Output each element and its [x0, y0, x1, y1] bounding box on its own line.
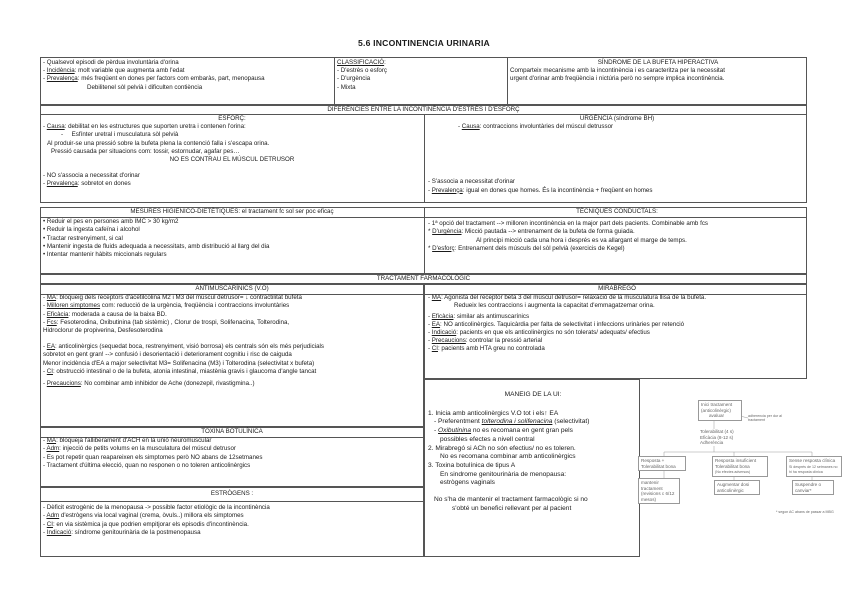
maneig-l2: 2. Mirabregó si ACh no són efectius/ no es toleren. [428, 444, 576, 452]
esforc-b1: Esfínter uretral i musculatura sòl pelvià [71, 131, 179, 139]
maneig-l3a: En sindrome genitourinària de menopausa: [440, 470, 567, 478]
esforc-note: NO ES CONTRAU EL MÚSCUL DETRUSOR [169, 155, 295, 163]
toxina-text: - Tractament d'última elecció, quan no responen o no toleren anticolinèrgics [43, 461, 251, 469]
maneig-l1: 1. Inicia amb anticolinèrgics V.O tot i els↑ EA [428, 409, 559, 417]
mesures-section [43, 208, 421, 259]
diagram-footnote: * segon AC abans de passar a MBG [776, 510, 834, 514]
mesures-item: • Mantenir ingesta de fluids adequada a necessitats, amb distribució al llarg del dia [43, 242, 270, 250]
estrogens-section: ESTRÒGENS : - Dèficit estrogènic de la menopausa -> possible factor etiològic de la incontinència - Adm d'estrògens via local vaginal (crema, òvuls..) millora els simptomes - CI: en via sistèmica ja que podrien empitjorar els episodis d'incontinència. - Indicació: síndrome genitourinària de la postmenopausa [43, 490, 421, 537]
urgencia-section: URGÈNCIA (síndrome BH) - Causa: contraccions involuntàries del múscul detrussor - S'associa a necessitat d'orinar - Prevalença: igual en dones que homes. És la incontinència + freqüent en homes [428, 115, 806, 195]
bufeta-title: SÍNDROME DE LA BUFETA HIPERACTIVA [597, 59, 719, 66]
mira-text: : NO anticolinèrgics. Taquicàrdia per falta de selectivitat i infeccions urinàries per retenció [440, 320, 685, 328]
mira-label: Precaucions [431, 337, 466, 345]
antimusc-fcs-cont: Hidroclorur de propiverina, Desfesoterodina [43, 326, 163, 334]
antimusc-title: ANTIMUSCARÍNICS (V.O) [195, 285, 269, 292]
maneig-l3: 3. Toxina botulínica de tipus A [428, 461, 516, 469]
antimusc-text: : Fesoterodina, Oxibutinina (tab sistèmic) , Clorur de trospi, Solifenacina, Tolterodina, [56, 318, 290, 326]
ci-text: : obstrucció intestinal o de la bufeta, atonia intestinal, miastènia gravis i glaucoma d'angle tancat [52, 367, 317, 375]
maneig-title: MANEIG DE LA UI: [504, 391, 562, 398]
antimusc-label: Fcs [46, 318, 57, 326]
toxina-section: TOXINA BOTULÍNICA - MA: bloqueja l'alliberament d'ACH en la unió neuromuscular - Adm: injecció de petits volums en la musculatura del múscul detrusor - Es pot repetir quan reapareixen els simptomes però NO abans de 12setmanes - Tractament d'última elecció, quan no responen o no toleren anticolinèrgics [43, 428, 421, 470]
node-inici-text: Inici tractament (anticolinèrgic) [701, 402, 733, 413]
maneig-l1b-em: Oxibutinina [438, 427, 472, 435]
maneig-l1c: possibles efectes a nivell central [440, 435, 535, 443]
maneig-l4a: s'obté un benefici rellevant per al pacient [452, 504, 572, 512]
urg-necessitat: - S'associa a necessitat d'orinar [428, 178, 515, 186]
toxina-label: MA [46, 437, 57, 445]
maneig-l4: No s'ha de mantenir el tractament farmacològic si no [434, 496, 588, 504]
intro-section: - Qualsevol episodi de pèrdua involuntària d'orina - Incidència: molt variable que augmenta amb l'edat - Prevalença: més freqüent en dones per factors com embaràs, part, menopausa Debilitenel sòl pelvià i dificulten contiència [43, 59, 265, 91]
prec-label: Precaucions [46, 379, 81, 387]
tecniques-line1: - 1ª opció del tractament --> milloren incontinència en la major part dels pacients. Combinable amb fcs [428, 220, 709, 228]
urg-causa: : contraccions involuntàries del múscul detrussor [479, 123, 614, 131]
branch-insuficient [712, 456, 768, 477]
classificacio-label: CLASSIFICACIÓ [337, 59, 385, 66]
mira-label: Eficàcia [431, 312, 454, 320]
mira-text: : pacients en que els anticolinèrgics no són tolerats/ adequats/ efectius [456, 328, 650, 336]
esforc-section: ESFORÇ: - Causa: debilitat en les estructures que suporten uretra i contenen l'orina: - Esfínter uretral i musculatura sòl pelvià Al produir-se una pressió sobre la bufeta plena la contenció falla i s'escapa orina. Pressió causada per situacions com: tossir, estornudar, agafar pes… NO ES CONTRAU EL MÚSCUL DETRUSOR - NO s'associa a necessitat d'orinar - Prevalença: sobretot en dones [43, 115, 421, 189]
class-item: - D'estrès o esforç [337, 67, 388, 75]
mira-label: Indicació [431, 328, 457, 336]
mira-ma-label: MA [431, 294, 442, 302]
diferencies-title: DIFERÈNCIES ENTRE LA INCONTINÈNCIA D'ESTRÈS I D'ESFORÇ [327, 106, 520, 113]
mesures-item: • Intentar mantenir hàbits miccionals regulars [43, 250, 167, 258]
incidencia-label: Incidència [46, 67, 75, 75]
antimusc-text: : moderada a causa de la baixa BD. [68, 310, 167, 318]
branch-bona: Resposta + Tolerabilitat bona [638, 456, 686, 471]
urgencia-title: URGÈNCIA (síndrome BH) [579, 115, 655, 122]
mira-section: MIRABREGÓ - MA: Agonista del receptor beta 3 del múscul detrusor= relaxació de la musculatura llisa de la bufeta. Redueix les contraccions i augmenta la capacitat d'emmagatzemar orina. - Eficàcia: similar als antimuscarínics - EA: NO anticolinèrgics. Taquicàrdia per falta de selectivitat i infeccions urinàries per retenció - Indicació: pacients en que els anticolinèrgics no són tolerats/ adequats/ efectius - Precaucions: controlar la pressió arterial - CI: pacients amb HTA greu no controlada [428, 285, 806, 354]
estrogens-text: - Dèficit estrogènic de la menopausa -> possible factor etiològic de la incontinència [43, 504, 270, 512]
bufeta-line: urgent d'orinar amb freqüència i nictúria però no sempre implica incontinència. [510, 75, 725, 83]
page-title: 5.6 INCONTINENCIA URINARIA [358, 38, 490, 48]
class-item: - Mixta [337, 83, 356, 91]
mira-label: CI [431, 345, 438, 353]
ea-text: : anticolinèrgics (sequedat boca, restrenyiment, visió borrosa) els centrals són els més perjudicials [55, 343, 324, 351]
prevalenca-label: Prevalença [46, 75, 78, 83]
maneig-l1b: no es recomana en gent gran pels [471, 427, 573, 435]
antimusc-label: Milloren simptomes [46, 302, 101, 310]
estrogens-label: Adm [46, 512, 60, 520]
esforc-necessitat: - NO s'associa a necessitat d'orinar [43, 172, 140, 180]
branch-sense-note: Si després de 12 setmanes no hi ha resposta clínica [789, 464, 838, 474]
outcome-mantenir: mantenir tractament (revisions c 6/12 mesos) [638, 478, 680, 504]
estrogens-label: CI [46, 520, 53, 528]
prevalenca-cont: Debilitenel sòl pelvià i dificulten contiència [87, 83, 203, 91]
incidencia-text: : molt variable que augmenta amb l'edat [74, 67, 185, 75]
tecniques-section: TÈCNIQUES CONDUCTALS: - 1ª opció del tractament --> milloren incontinència en la major part dels pacients. Combinable amb fcs * D'urgència: Micció pautada --> entrenament de la bufeta de forma guiada. Al principi micció cada una hora i després es va allargant el marge de temps. * D'esforç: Entrenament dels músculs del sòl pelvià (exercicis de Kegel) [428, 208, 806, 253]
mesures-item: • Reduir el pes en persones amb IMC > 30 kg/m2 [43, 218, 179, 226]
tecniques-title: TÈCNIQUES CONDUCTALS: [576, 208, 658, 215]
mira-ma-text: : Agonista del receptor beta 3 del múscul detrusor= relaxació de la musculatura llisa de la bufeta. [441, 294, 707, 302]
mesures-item: • Tractar restrenyiment, si cal [43, 234, 123, 242]
bufeta-section [510, 59, 806, 84]
maneig-l1a: - Preferentment [434, 418, 480, 426]
toxina-text: : injecció de petits volums en la musculatura del múscul detrusor [59, 445, 236, 453]
antimusc-label: Eficàcia [46, 310, 69, 318]
urg-prev: : igual en dones que homes. És la incontinència + freqüent en homes [462, 186, 653, 194]
node-avaluar [700, 429, 734, 446]
causa-label: Causa [46, 123, 65, 131]
tec-esf-label: D'esforç [432, 244, 455, 252]
toxina-label: Adm [46, 445, 60, 453]
outcome-augmentar: Augmentar dosi anticolinèrgic [714, 480, 760, 495]
maneig-l1a-em: tolterodina i solifenacina [481, 418, 553, 426]
tec-esf-text: : Entrenament dels músculs del sòl pelvià (exercicis de Kegel) [454, 244, 625, 252]
node-tolerabilitat: Tolerabilitat (4 s) [700, 429, 734, 434]
estrogens-label: Indicació [46, 528, 72, 536]
toxina-title: TOXINA BOTULÍNICA [201, 428, 263, 435]
esforc-causa: : debilitat en les estructures que suporten uretra i contenen l'orina: [64, 123, 246, 131]
branch-sense [786, 456, 842, 477]
bufeta-line: Comparteix mecanisme amb la incontinència i es caracteritza per la necessitat [510, 67, 725, 75]
classificacio-section: CLASSIFICACIÓ: - D'estrès o esforç - D'urgència - Mixta [337, 59, 388, 91]
toxina-text: : bloqueja l'alliberament d'ACH en la unió neuromuscular [56, 437, 212, 445]
tec-urg-text: : Micció pautada --> entrenament de la bufeta de forma guiada. [461, 228, 635, 236]
tec-urg-cont: Al principi micció cada una hora i després es va allargant el marge de temps. [476, 236, 687, 244]
maneig-l1a-end: (selectivitat) [554, 418, 590, 426]
toxina-text: - Es pot repetir quan reapareixen els simptomes però NO abans de 12setmanes [43, 453, 263, 461]
mira-title: MIRABREGÓ [598, 285, 636, 292]
urg-prev-label: Prevalença [431, 186, 463, 194]
ea-label: EA [46, 343, 56, 351]
antimusc-text: com: reducció de la urgència, freqüència i contraccions involuntàries [100, 302, 290, 310]
antimusc-section: ANTIMUSCARÍNICS (V.O) - MA: bloqueig dels receptors d'acetilcolina M2 i M3 del múscul detrusor= ↓ contractilitat bufeta - Milloren simptomes com: reducció de la urgència, freqüència i contraccions involuntàries - Eficàcia: moderada a causa de la baixa BD. - Fcs: Fesoterodina, Oxibutinina (tab sistèmic) , Clorur de trospi, Solifenacina, Tolterodina, Hidroclorur de propiverina, Desfesoterodina - EA: anticolinèrgics (sequedat boca, restrenyiment, visió borrosa) els centrals són els més perjudicials sobretot en gent gran! --> confusió i desorientació i deteriorament cognitiu i risc de caiguda Menor incidència d'EA a major selectivitat M3= Solifenacina (M3) i Tolterodina (selectivitat x bufeta) - CI: obstrucció intestinal o de la bufeta, atonia intestinal, miastènia gravis i glaucoma d'angle tancat - Precaucions: No combinar amb inhibidor de Ache (donezepil, rivastigmina..) [43, 285, 421, 388]
node-inici [698, 400, 742, 421]
estrogens-text: : síndrome genitourinària de la postmenopausa [71, 528, 201, 536]
estrogens-text: d'estrògens via local vaginal (crema, òvuls..) millora els simptomes [59, 512, 244, 520]
esforc-b2: Al produir-se una pressió sobre la bufeta plena la contenció falla i s'escapa orina. [47, 139, 270, 147]
maneig-l2a: No es recomana combinar amb anticolinèrgics [440, 453, 576, 461]
ea-cont: Menor incidència d'EA a major selectivitat M3= Solifenacina (M3) i Tolterodina (selectivitat x bufeta) [43, 359, 315, 367]
node-adherencia: Adherència [700, 440, 724, 445]
side-note: adherencia per dur al tractament [748, 414, 782, 423]
estrogens-title: ESTRÒGENS : [210, 490, 254, 497]
node-eficacia: Eficàcia (8-12 s) [700, 434, 734, 440]
antimusc-label: MA [46, 294, 57, 302]
class-item: - D'urgència [337, 75, 371, 83]
mira-text: : pacients amb HTA greu no controlada [437, 345, 545, 353]
branch-sense-text: Sense resposta clínica [789, 458, 836, 463]
node-inici-sub: avaluar [709, 413, 725, 418]
outcome-suspendre: Suspendre o canviar* [792, 480, 834, 495]
mesures-item: • Reduir la ingesta cafeïna i alcohol [43, 226, 140, 234]
esforc-prev: : sobretot en dones [77, 180, 131, 188]
esforc-b3: Pressió causada per situacions com: tossir, estornudar, agafar pes… [51, 147, 240, 155]
ea-cont: sobretot en gent gran! --> confusió i desorientació i deteriorament cognitiu i risc de caiguda [43, 351, 292, 359]
mira-text: : similar als antimuscarínics [453, 312, 530, 320]
mira-ma-cont: Redueix les contraccions i augmenta la capacitat d'emmagatzemar orina. [454, 302, 655, 310]
flow-diagram [636, 396, 846, 520]
mira-label: EA [431, 320, 441, 328]
prec-text: : No combinar amb inhibidor de Ache (donezepil, rivastigmina..) [80, 379, 255, 387]
antimusc-text: : bloqueig dels receptors d'acetilcolina M2 i M3 del múscul detrusor= ↓ contractilitat bufeta [56, 294, 302, 302]
esforc-prev-label: Prevalença [46, 180, 78, 188]
estrogens-text: : en via sistèmica ja que podrien empitjorar els episodis d'incontinència. [52, 520, 249, 528]
mesures-title: MESURES HIGIENICO-DIETÈTIQUES: el tractament fc sol ser poc eficaç [130, 208, 334, 215]
esforc-title: ESFORÇ: [218, 115, 246, 122]
tractament-title: TRACTAMENT FARMACOLÒGIC [376, 275, 471, 282]
branch-insuficient-note: (No efectes adversos) [715, 470, 751, 474]
urg-causa-label: Causa [461, 123, 480, 131]
tec-urg-label: D'urgència [432, 228, 462, 236]
definition: - Qualsevol episodi de pèrdua involuntària d'orina [43, 59, 179, 66]
prevalenca-text: : més freqüent en dones per factors com embaràs, part, menopausa [77, 75, 265, 83]
branch-insuficient-text: Resposta insuficient Tolerabilitat bona [715, 458, 757, 469]
mira-text: : controlar la pressió arterial [465, 337, 543, 345]
ci-label: CI [46, 367, 53, 375]
maneig-section: MANEIG DE LA UI: 1. Inicia amb anticolinèrgics V.O tot i els↑ EA - Preferentment tolterodina i solifenacina (selectivitat) - Oxibutinina no es recomana en gent gran pels possibles efectes a nivell central 2. Mirabregó si ACh no són efectius/ no es toleren. No es recomana combinar amb anticolinèrgics 3. Toxina botulínica de tipus A En sindrome genitourinària de menopausa: estrògens vaginals No s'ha de mantenir el tractament farmacològic si no s'obté un benefici rellevant per al pacient [428, 391, 638, 513]
maneig-l3b: estrògens vaginals [440, 479, 495, 487]
